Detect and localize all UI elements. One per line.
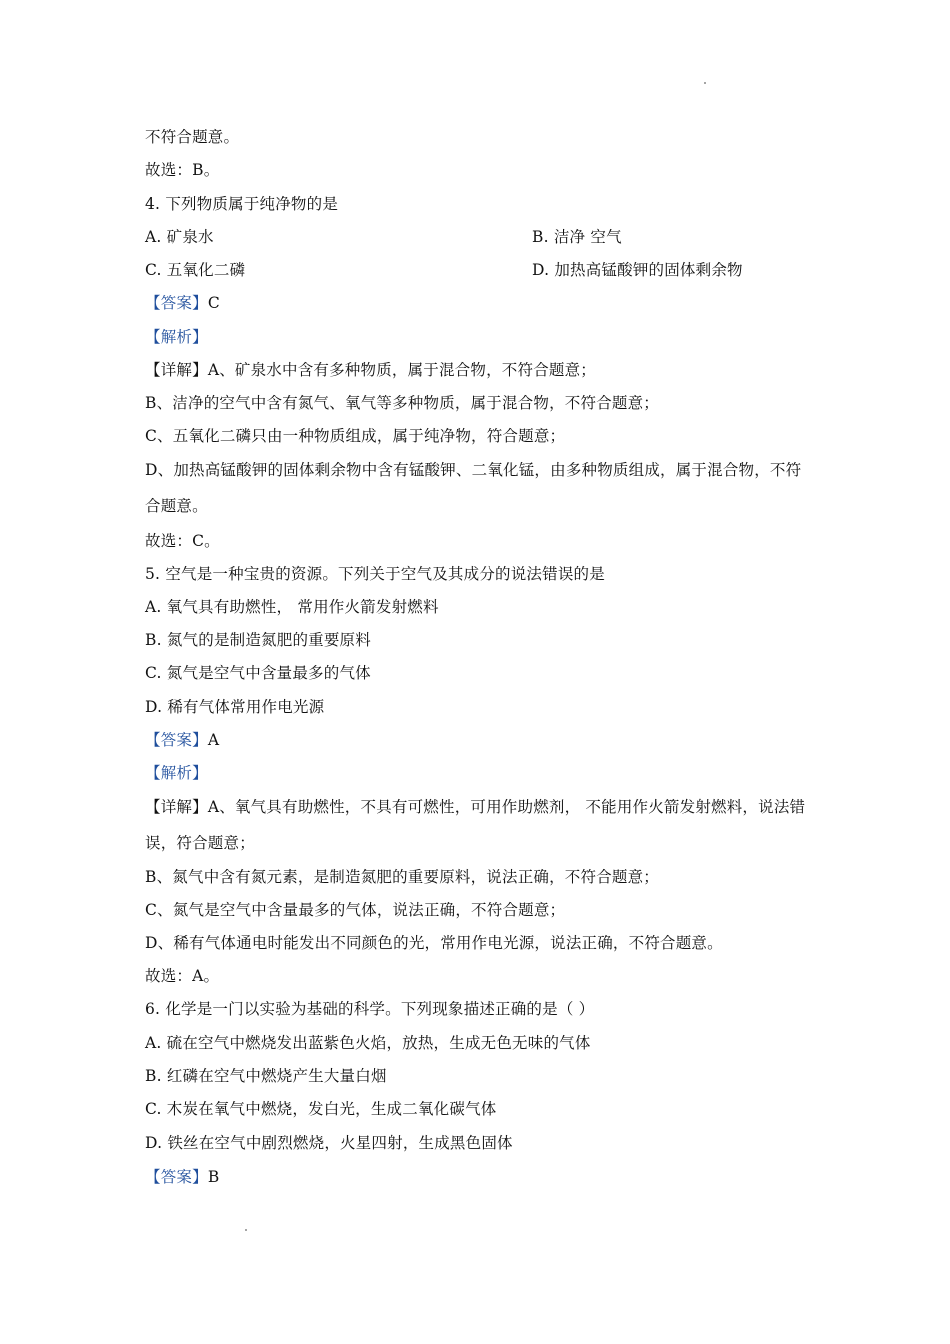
q6-answer — [145, 1167, 219, 1187]
q4-option-c: C. 五氧化二磷 — [145, 261, 246, 279]
prev-tail: 不符合题意。 — [145, 128, 240, 146]
q6-option-c: C. 木炭在氧气中燃烧，发白光，生成二氧化碳气体 — [145, 1100, 497, 1118]
q4-detail-c: C、五氧化二磷只由一种物质组成，属于纯净物，符合题意； — [145, 427, 566, 445]
q4-detail-d2: 合题意。 — [145, 497, 208, 515]
q5-answer — [145, 730, 219, 750]
q5-detail-a1 — [145, 797, 805, 817]
q4-option-d: D. 加热高锰酸钾的固体剩余物 — [532, 261, 743, 279]
q4-choice: 故选：C。 — [145, 532, 220, 550]
answer-value: B — [207, 1168, 220, 1186]
q6-option-b: B. 红磷在空气中燃烧产生大量白烟 — [145, 1067, 387, 1085]
prev-choice: 故选：B。 — [145, 161, 220, 179]
detail-label: 【详解】 — [145, 361, 208, 379]
q5-detail-b: B、氮气中含有氮元素，是制造氮肥的重要原料，说法正确，不符合题意； — [145, 868, 659, 886]
q5-option-b: B. 氮气的是制造氮肥的重要原料 — [145, 631, 371, 649]
q5-detail-a2: 误，符合题意； — [145, 834, 255, 852]
q4-detail-d1: D、加热高锰酸钾的固体剩余物中含有锰酸钾、二氧化锰，由多种物质组成，属于混合物，不符 — [145, 461, 802, 479]
q5-detail-c: C、氮气是空气中含量最多的气体，说法正确，不符合题意； — [145, 901, 566, 919]
q4-detail-b: B、洁净的空气中含有氮气、氧气等多种物质，属于混合物，不符合题意； — [145, 394, 659, 412]
q6-option-d: D. 铁丝在空气中剧烈燃烧，火星四射，生成黑色固体 — [145, 1134, 513, 1152]
q5-choice: 故选：A。 — [145, 967, 220, 985]
answer-value: C — [207, 294, 220, 312]
q5-analysis-label: 【解析】 — [145, 764, 208, 782]
answer-label: 【答案】 — [145, 294, 208, 312]
q5-option-d: D. 稀有气体常用作电光源 — [145, 698, 325, 716]
q5-stem: 5. 空气是一种宝贵的资源。下列关于空气及其成分的说法错误的是 — [145, 565, 605, 583]
q4-stem: 4. 下列物质属于纯净物的是 — [145, 195, 339, 213]
q5-option-a: A. 氧气具有助燃性， 常用作火箭发射燃料 — [145, 598, 439, 616]
q4-answer — [145, 293, 220, 313]
detail-label: 【详解】 — [145, 798, 208, 816]
q4-detail-a — [145, 360, 596, 380]
footer-dot — [245, 1229, 247, 1231]
q6-option-a: A. 硫在空气中燃烧发出蓝紫色火焰，放热，生成无色无味的气体 — [145, 1034, 591, 1052]
detail-text: A、矿泉水中含有多种物质，属于混合物，不符合题意； — [207, 361, 597, 379]
q4-analysis-label: 【解析】 — [145, 328, 208, 346]
q4-option-a: A. 矿泉水 — [145, 228, 214, 246]
q5-option-c: C. 氮气是空气中含量最多的气体 — [145, 664, 371, 682]
answer-label: 【答案】 — [145, 1168, 208, 1186]
answer-value: A — [207, 731, 220, 749]
q5-detail-d: D、稀有气体通电时能发出不同颜色的光，常用作电光源，说法正确，不符合题意。 — [145, 934, 723, 952]
answer-label: 【答案】 — [145, 731, 208, 749]
q4-option-b: B. 洁净 空气 — [532, 228, 622, 246]
header-dot — [704, 82, 706, 84]
q6-stem: 6. 化学是一门以实验为基础的科学。下列现象描述正确的是（ ） — [145, 1000, 595, 1018]
detail-text: A、氧气具有助燃性，不具有可燃性，可用作助燃剂， 不能用作火箭发射燃料，说法错 — [207, 798, 806, 816]
